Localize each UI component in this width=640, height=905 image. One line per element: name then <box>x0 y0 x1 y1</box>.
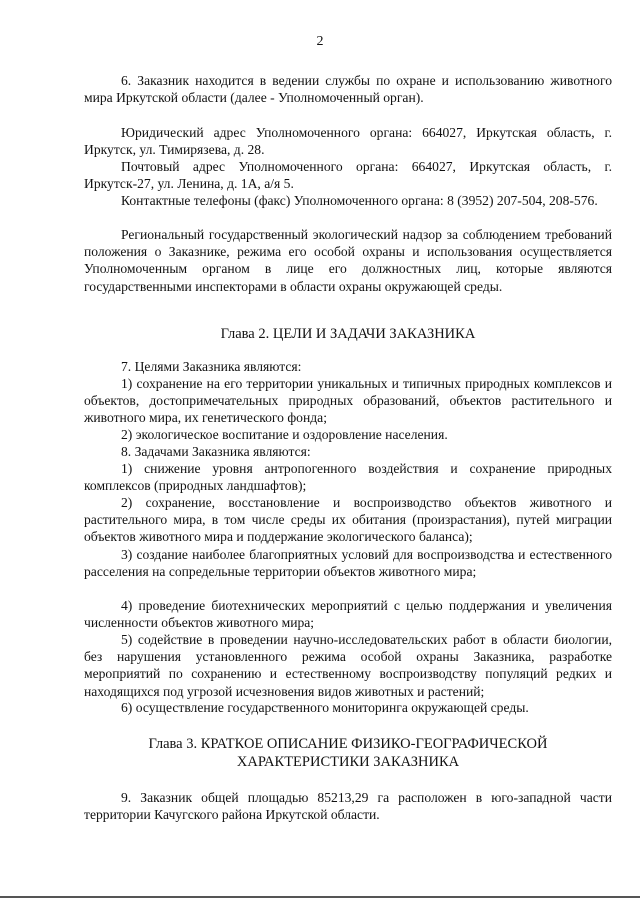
paragraph-7-item-2: 2) экологическое воспитание и оздоровление населения. <box>121 427 448 442</box>
chapter-3-heading-line-2: ХАРАКТЕРИСТИКИ ЗАКАЗНИКА <box>236 754 460 770</box>
chapter-3-heading-line-1: Глава 3. КРАТКОЕ ОПИСАНИЕ ФИЗИКО-ГЕОГРАФИЧЕСКОЙ <box>148 736 548 752</box>
paragraph-8-item-1: 1) снижение уровня антропогенного воздействия и сохранение природных комплексов (природных ландшафтов); <box>84 461 612 494</box>
paragraph-7: 7. Целями Заказника являются: <box>121 359 302 374</box>
paragraph-8: 8. Задачами Заказника являются: <box>121 444 311 459</box>
chapter-2-heading: Глава 2. ЦЕЛИ И ЗАДАЧИ ЗАКАЗНИКА <box>220 326 476 342</box>
postal-address: Почтовый адрес Уполномоченного органа: 664027, Иркутская область, г. Иркутск-27, ул. Ленина, д. 1А, а/я 5. <box>84 159 612 192</box>
paragraph-8-item-6: 6) осуществление государственного мониторинга окружающей среды. <box>121 700 529 715</box>
paragraph-7-item-1: 1) сохранение на его территории уникальных и типичных природных комплексов и объектов, достопримечательных природных образований, объектов растительного и животного мира, их генетического фонда; <box>84 376 612 426</box>
page-number: 2 <box>316 34 324 49</box>
paragraph-8-item-5: 5) содействие в проведении научно-исследовательских работ в области биологии, без нарушения установленного режима особой охраны Заказника, разработке мероприятий по сохранению и естественному воспроизводству популяций редких и находящихся под угрозой исчезновения видов животных и растений; <box>84 632 612 699</box>
contact-phones: Контактные телефоны (факс) Уполномоченного органа: 8 (3952) 207-504, 208-576. <box>121 193 598 208</box>
supervision-paragraph: Региональный государственный экологический надзор за соблюдением требований положения о Заказнике, режима его особой охраны и использования осуществляется Уполномоченным органом в лице его должностных лиц, которые являются государственными инспекторами в области охраны окружающей среды. <box>84 227 612 294</box>
scan-bottom-edge <box>0 896 640 898</box>
paragraph-9: 9. Заказник общей площадью 85213,29 га расположен в юго-западной части территории Качугского района Иркутской области. <box>84 790 612 823</box>
paragraph-8-item-2: 2) сохранение, восстановление и воспроизводство объектов животного и растительного мира, в том числе среды их обитания (произрастания), путей миграции объектов животного мира и поддержание экологического баланса); <box>84 495 612 545</box>
paragraph-6: 6. Заказник находится в ведении службы по охране и использованию животного мира Иркутской области (далее - Уполномоченный орган). <box>84 73 612 106</box>
legal-address: Юридический адрес Уполномоченного органа: 664027, Иркутская область, г. Иркутск, ул. Тимирязева, д. 28. <box>84 125 612 158</box>
paragraph-8-item-3: 3) создание наиболее благоприятных условий для воспроизводства и естественного расселения на сопредельные территории объектов животного мира; <box>84 547 612 580</box>
paragraph-8-item-4: 4) проведение биотехнических мероприятий с целью поддержания и увеличения численности объектов животного мира; <box>84 598 612 631</box>
